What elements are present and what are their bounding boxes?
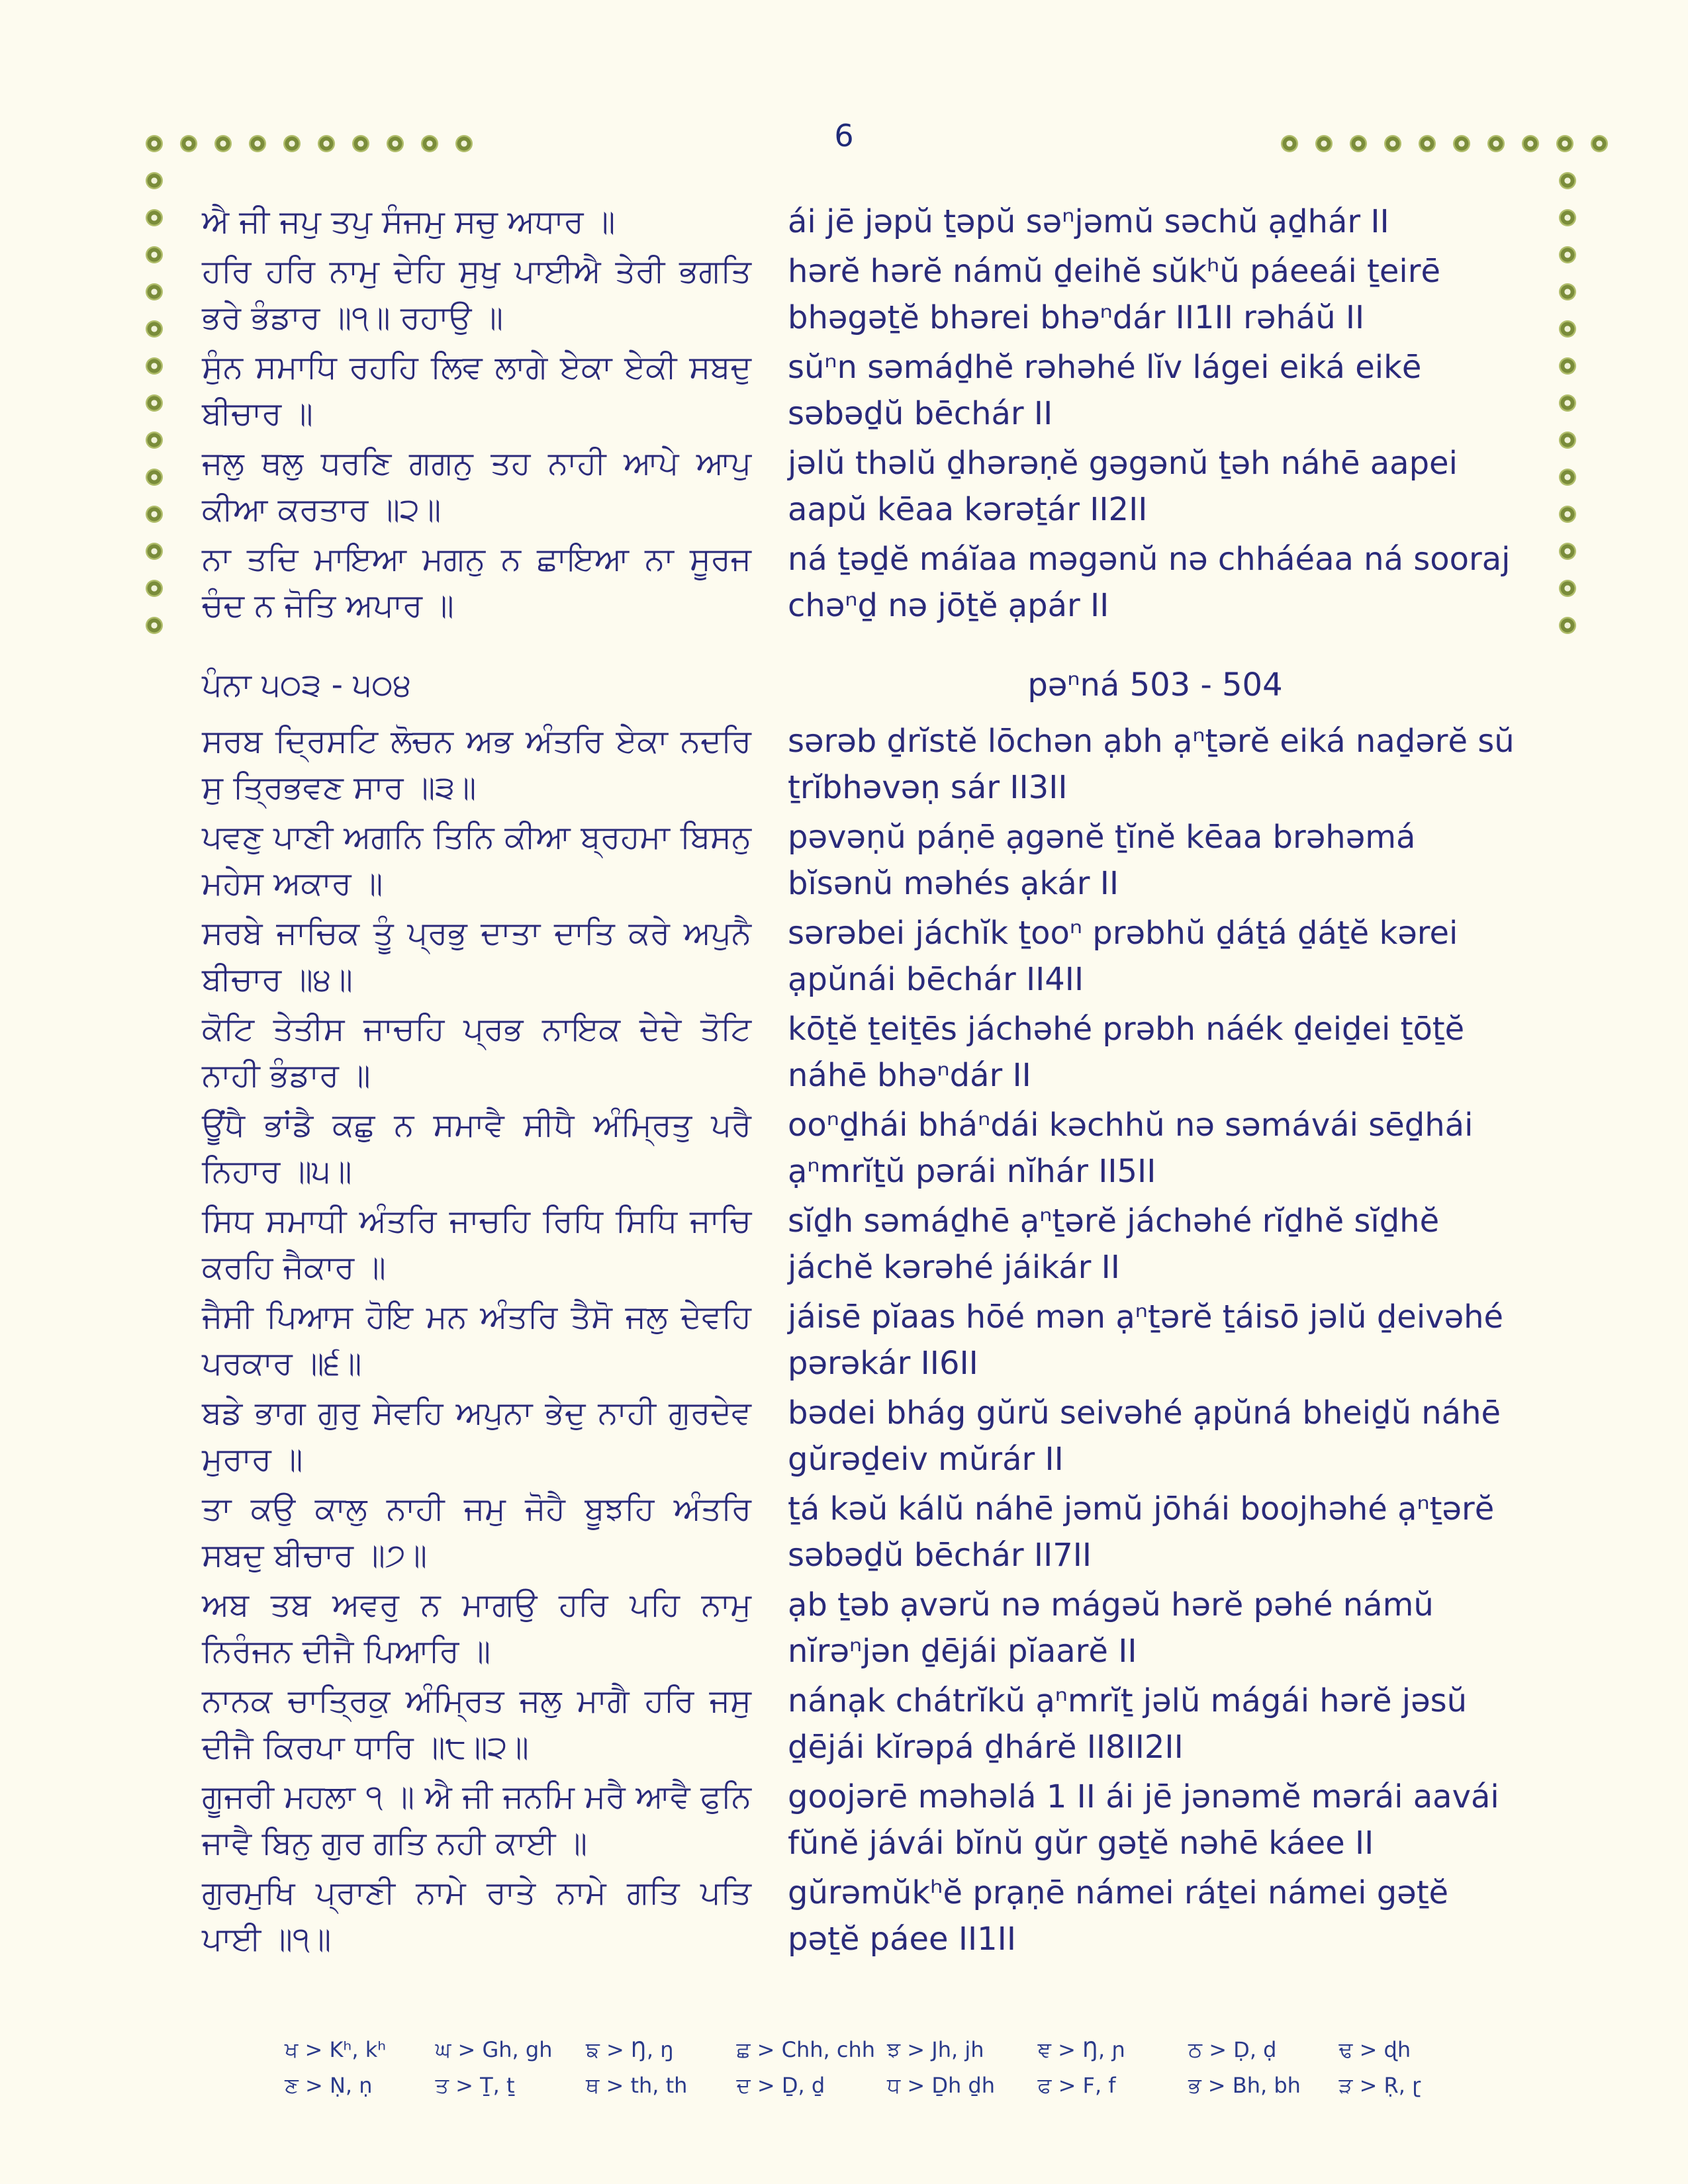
- verse-row: [202, 1294, 1523, 1387]
- transliteration-text: goojərē məhəlá 1 II ái jē jənəmĕ mərái aavái fŭnĕ jávái bĭnŭ gŭr gəṯĕ nəhē káee II: [788, 1778, 1499, 1862]
- legend-item: ਥ > th, th: [586, 2073, 688, 2098]
- verse-row: [202, 440, 1523, 533]
- transliteration-text: hərĕ hərĕ námŭ ḏeihĕ sŭkʰŭ páeeái ṯeirē bhəgəṯĕ bhərei bhəⁿdár II1II rəháŭ II: [788, 253, 1440, 336]
- flower-icon: [180, 135, 197, 152]
- verse-row: [202, 344, 1523, 437]
- legend-item: ਝ > Jh, jh: [887, 2037, 984, 2062]
- gurmukhi-text: ਊਂਧੈ ਭਾਂਡੈ ਕਛੁ ਨ ਸਮਾਵੈ ਸੀਧੈ ਅੰਮ੍ਰਿਤੁ ਪਰੈ ਨਿਹਾਰ ॥੫॥: [202, 1107, 751, 1190]
- legend-item: ਭ > Bh, bh: [1188, 2073, 1301, 2098]
- flower-icon: [455, 135, 473, 152]
- legend-item: ਖ > Kʰ, kʰ: [285, 2037, 387, 2062]
- flower-icon: [146, 432, 163, 449]
- flower-icon: [1559, 246, 1576, 263]
- legend-item: ਧ > Ḏh ḏh: [887, 2073, 996, 2098]
- flower-icon: [214, 135, 232, 152]
- flower-icon: [1487, 135, 1505, 152]
- flower-icon: [1559, 617, 1576, 634]
- legend-item: ਠ > Ḍ, ḍ: [1188, 2037, 1277, 2062]
- gurmukhi-text: ਪਵਣੁ ਪਾਣੀ ਅਗਨਿ ਤਿਨਿ ਕੀਆ ਬ੍ਰਹਮਾ ਬਿਸਨੁ ਮਹੇਸ ਅਕਾਰ ॥: [202, 819, 751, 902]
- flower-icon: [146, 580, 163, 597]
- flower-icon: [146, 246, 163, 263]
- legend-item: ਢ > ɖh: [1338, 2037, 1411, 2062]
- gurmukhi-text: ਨਾ ਤਦਿ ਮਾਇਆ ਮਗਨੁ ਨ ਛਾਇਆ ਨਾ ਸੂਰਜ ਚੰਦ ਨ ਜੋਤਿ ਅਪਾਰ ॥: [202, 541, 751, 624]
- flower-icon: [1559, 469, 1576, 486]
- verse-row: [202, 814, 1523, 907]
- verse-row: [202, 1198, 1523, 1291]
- verse-row: [202, 1486, 1523, 1578]
- legend-item: ਞ > Ŋ, ɲ: [1037, 2037, 1126, 2062]
- flower-icon: [318, 135, 335, 152]
- flower-icon: [146, 394, 163, 412]
- gurmukhi-text: ਸੁੰਨ ਸਮਾਧਿ ਰਹਹਿ ਲਿਵ ਲਾਗੇ ਏਕਾ ਏਕੀ ਸਬਦੁ ਬੀਚਾਰ ॥: [202, 349, 751, 432]
- flower-icon: [1559, 320, 1576, 338]
- gurmukhi-text: ਬਡੇ ਭਾਗ ਗੁਰੁ ਸੇਵਹਿ ਅਪੁਨਾ ਭੇਦੁ ਨਾਹੀ ਗੁਰਦੇਵ ਮੁਰਾਰ ॥: [202, 1394, 751, 1478]
- flower-icon: [1559, 506, 1576, 523]
- gurmukhi-text: ਗੁਰਮੁਖਿ ਪ੍ਰਾਣੀ ਨਾਮੇ ਰਾਤੇ ਨਾਮੇ ਗਤਿ ਪਤਿ ਪਾਈ ॥੧॥: [202, 1874, 751, 1958]
- flower-row: [146, 135, 473, 152]
- transliteration-text: sŭⁿn səmáḏhĕ rəhəhé lĭv lágei eiká eikē səbəḏŭ bēchár II: [788, 349, 1422, 432]
- flower-icon: [1281, 135, 1298, 152]
- verse-row: [202, 1582, 1523, 1674]
- transliteration-text: gŭrəmŭkʰĕ prạṇē námei ráṯei námei gəṯĕ pəṯĕ páee II1II: [788, 1874, 1449, 1958]
- flower-column: [1559, 172, 1576, 634]
- legend-row: [285, 2073, 1489, 2099]
- legend-item: ਛ > Chh, chh: [736, 2037, 876, 2062]
- flower-icon: [1453, 135, 1470, 152]
- flower-icon: [1559, 543, 1576, 560]
- verse-row: [202, 1006, 1523, 1099]
- verse-row: [202, 248, 1523, 341]
- transliteration-text: ooⁿḏhái bháⁿdái kəchhŭ nə səmávái sēḏhái ạⁿmrĭṯŭ pərái nĭhár II5II: [788, 1107, 1474, 1190]
- flower-icon: [1559, 394, 1576, 412]
- verse-row: [202, 1774, 1523, 1866]
- flower-icon: [352, 135, 369, 152]
- gurmukhi-text: ਗੂਜਰੀ ਮਹਲਾ ੧ ॥ ਐ ਜੀ ਜਨਮਿ ਮਰੈ ਆਵੈ ਫੁਨਿ ਜਾਵੈ ਬਿਨੁ ਗੁਰ ਗਤਿ ਨਹੀ ਕਾਈ ॥: [202, 1778, 751, 1862]
- flower-icon: [1419, 135, 1436, 152]
- transliteration-text: jəlŭ thəlŭ ḏhərəṇĕ gəgənŭ ṯəh náhē aapei aapŭ kēaa kərəṯár II2II: [788, 445, 1458, 528]
- flower-icon: [146, 209, 163, 226]
- verse-row: [202, 1390, 1523, 1482]
- legend-item: ਙ > Ŋ, ŋ: [586, 2037, 674, 2062]
- flower-icon: [1559, 172, 1576, 189]
- flower-icon: [146, 283, 163, 300]
- verse-row: [202, 199, 1523, 245]
- transliteration-text: kōṯĕ ṯeiṯēs jáchəhé prəbh náék ḏeiḏei ṯōṯĕ náhē bhəⁿdár II: [788, 1011, 1465, 1094]
- gurmukhi-text: ਜਲੁ ਥਲੁ ਧਰਣਿ ਗਗਨੁ ਤਹ ਨਾਹੀ ਆਪੇ ਆਪੁ ਕੀਆ ਕਰਤਾਰ ॥੨॥: [202, 445, 751, 528]
- transliteration-text: sərəb ḏrĭstĕ lōchən ạbh ạⁿṯərĕ eiká naḏərĕ sŭ ṯrĭbhəvəṇ sár II3II: [788, 723, 1515, 806]
- gurmukhi-text: ਹਰਿ ਹਰਿ ਨਾਮੁ ਦੇਹਿ ਸੁਖੁ ਪਾਈਐ ਤੇਰੀ ਭਗਤਿ ਭਰੇ ਭੰਡਾਰ ॥੧॥ ਰਹਾਉ ॥: [202, 253, 751, 336]
- flower-column: [146, 172, 163, 634]
- legend-item: ੜ > Ṛ, ɽ: [1338, 2073, 1421, 2098]
- transliteration-text: pəⁿná 503 - 504: [1027, 666, 1283, 704]
- verse-row: [202, 1102, 1523, 1195]
- legend-item: ਣ > Ṇ, ṇ: [285, 2073, 373, 2098]
- transliteration-text: nánạk chátrĭkŭ ạⁿmrĭṯ jəlŭ mágái hərĕ jəsŭ ḏējái kĭrəpá ḏhárĕ II8II2II: [788, 1682, 1468, 1766]
- flower-icon: [1559, 580, 1576, 597]
- flower-icon: [146, 357, 163, 375]
- gurmukhi-text: ਸਰਬੇ ਜਾਚਿਕ ਤੂੰ ਪ੍ਰਭੁ ਦਾਤਾ ਦਾਤਿ ਕਰੇ ਅਪੁਨੈ ਬੀਚਾਰ ॥੪॥: [202, 915, 751, 998]
- gurmukhi-text: ਤਾ ਕਉ ਕਾਲੁ ਨਾਹੀ ਜਮੁ ਜੋਹੈ ਬੂਝਹਿ ਅੰਤਰਿ ਸਬਦੁ ਬੀਚਾਰ ॥੭॥: [202, 1490, 751, 1574]
- legend-item: ਘ > Gh, gh: [435, 2037, 553, 2062]
- transliteration-text: sərəbei jáchĭk ṯooⁿ prəbhŭ ḏáṯá ḏáṯĕ kərei ạpŭnái bēchár II4II: [788, 915, 1458, 998]
- verse-row: [202, 910, 1523, 1003]
- gurmukhi-text: ਪੰਨਾ ੫੦੩ - ੫੦੪: [202, 666, 412, 704]
- verse-row: [202, 536, 1523, 629]
- gurmukhi-text: ਅਬ ਤਬ ਅਵਰੁ ਨ ਮਾਗਉ ਹਰਿ ਪਹਿ ਨਾਮੁ ਨਿਰੰਜਨ ਦੀਜੈ ਪਿਆਰਿ ॥: [202, 1586, 751, 1670]
- legend-row: [285, 2037, 1489, 2063]
- flower-icon: [1315, 135, 1333, 152]
- gurmukhi-text: ਜੈਸੀ ਪਿਆਸ ਹੋਇ ਮਨ ਅੰਤਰਿ ਤੈਸੋ ਜਲੁ ਦੇਵਹਿ ਪਰਕਾਰ ॥੬॥: [202, 1298, 751, 1382]
- verse-row: [202, 1678, 1523, 1770]
- flower-icon: [146, 543, 163, 560]
- gurmukhi-text: ਸਿਧ ਸਮਾਧੀ ਅੰਤਰਿ ਜਾਚਹਿ ਰਿਧਿ ਸਿਧਿ ਜਾਚਿ ਕਰਹਿ ਜੈਕਾਰ ॥: [202, 1203, 751, 1286]
- legend-item: ਦ > Ḏ, ḏ: [736, 2073, 825, 2098]
- transliteration-text: bədei bhág gŭrŭ seivəhé ạpŭná bheiḏŭ náhē gŭrəḏeiv mŭrár II: [788, 1394, 1501, 1478]
- flower-icon: [1559, 209, 1576, 226]
- flower-icon: [146, 135, 163, 152]
- transliteration-text: sĭḏh səmáḏhē ạⁿṯərĕ jáchəhé rĭḏhĕ sĭḏhĕ jáchĕ kərəhé jáikár II: [788, 1203, 1440, 1286]
- flower-icon: [1350, 135, 1367, 152]
- flower-icon: [1384, 135, 1401, 152]
- flower-row: [1281, 135, 1608, 152]
- flower-icon: [146, 469, 163, 486]
- transliteration-text: ái jē jəpŭ ṯəpŭ səⁿjəmŭ səchŭ ạḏhár II: [788, 203, 1389, 240]
- transliteration-text: ạb ṯəb ạvərŭ nə mágəŭ hərĕ pəhé námŭ nĭrəⁿjən ḏējái pĭaarĕ II: [788, 1586, 1434, 1670]
- flower-icon: [1559, 432, 1576, 449]
- page-range-row: [202, 662, 1523, 708]
- gurmukhi-text: ਸਰਬ ਦ੍ਰਿਸਟਿ ਲੋਚਨ ਅਭ ਅੰਤਰਿ ਏਕਾ ਨਦਰਿ ਸੁ ਤ੍ਰਿਭਵਣ ਸਾਰ ॥੩॥: [202, 723, 751, 806]
- flower-icon: [146, 172, 163, 189]
- flower-icon: [146, 617, 163, 634]
- flower-icon: [1522, 135, 1539, 152]
- flower-icon: [249, 135, 266, 152]
- transliteration-text: ṯá kəŭ kálŭ náhē jəmŭ jōhái boojhəhé ạⁿṯərĕ səbəḏŭ bēchár II7II: [788, 1490, 1495, 1574]
- gurmukhi-text: ਨਾਨਕ ਚਾਤ੍ਰਿਕੁ ਅੰਮ੍ਰਿਤ ਜਲੁ ਮਾਗੈ ਹਰਿ ਜਸੁ ਦੀਜੈ ਕਿਰਪਾ ਧਾਰਿ ॥੮॥੨॥: [202, 1682, 751, 1766]
- flower-icon: [146, 506, 163, 523]
- transliteration-text: jáisē pĭaas hōé mən ạⁿṯərĕ ṯáisō jəlŭ ḏeivəhé pərəkár II6II: [788, 1298, 1504, 1382]
- flower-icon: [1559, 357, 1576, 375]
- gurmukhi-text: ਐ ਜੀ ਜਪੁ ਤਪੁ ਸੰਜਮੁ ਸਚੁ ਅਧਾਰ ॥: [202, 203, 616, 240]
- verse-row: [202, 718, 1523, 811]
- legend-item: ਫ > F, f: [1037, 2073, 1116, 2098]
- flower-icon: [421, 135, 438, 152]
- page-number: 6: [834, 118, 854, 154]
- flower-icon: [1591, 135, 1608, 152]
- transliteration-text: ná ṯəḏĕ máĭaa məgənŭ nə chháéaa ná sooraj chəⁿḏ nə jōṯĕ ạpár II: [788, 541, 1511, 624]
- legend-item: ਤ > Ṯ, ṯ: [435, 2073, 515, 2098]
- flower-icon: [283, 135, 301, 152]
- transliteration-text: pəvəṇŭ páṇē ạgənĕ ṯĭnĕ kēaa brəhəmá bĭsənŭ məhés ạkár II: [788, 819, 1416, 902]
- flower-icon: [1559, 283, 1576, 300]
- flower-icon: [1556, 135, 1573, 152]
- gurmukhi-text: ਕੋਟਿ ਤੇਤੀਸ ਜਾਚਹਿ ਪ੍ਰਭ ਨਾਇਕ ਦੇਦੇ ਤੋਟਿ ਨਾਹੀ ਭੰਡਾਰ ॥: [202, 1011, 751, 1094]
- verse-row: [202, 1870, 1523, 1962]
- flower-icon: [387, 135, 404, 152]
- flower-icon: [146, 320, 163, 338]
